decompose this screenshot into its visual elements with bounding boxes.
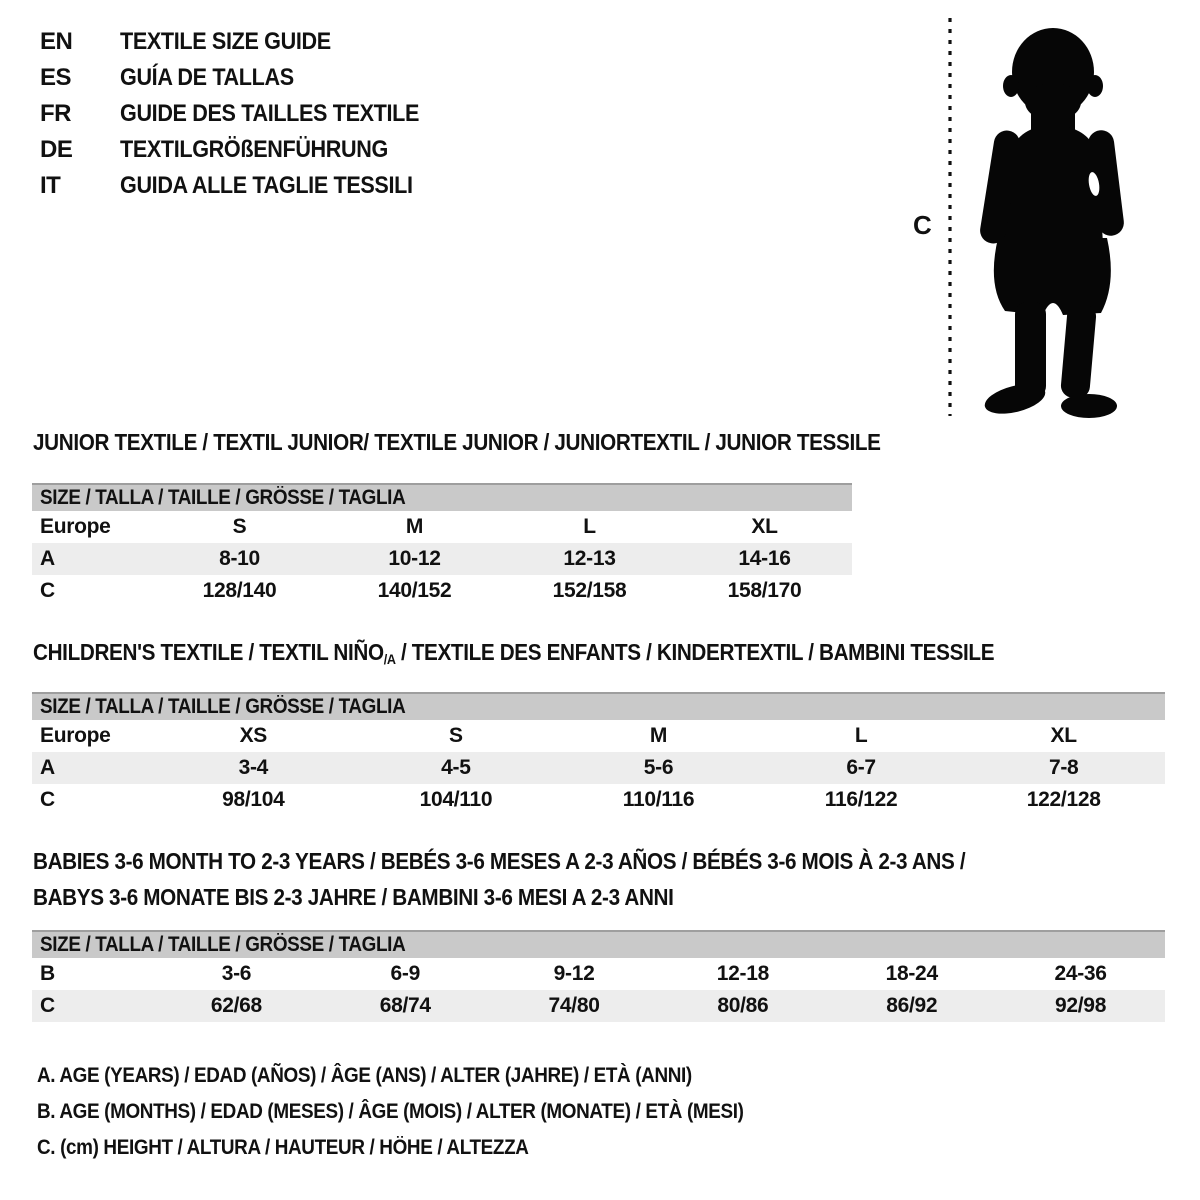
table-cell: 122/128 (1026, 788, 1101, 811)
table-cell: 14-16 (738, 547, 791, 570)
table-cell: 104/110 (419, 788, 493, 811)
size-header-bar (32, 483, 852, 511)
height-dashed-line (947, 16, 953, 418)
size-header-label: SIZE / TALLA / TAILLE / GRÖSSE / TAGLIA (40, 695, 406, 718)
language-row-es (40, 60, 452, 96)
language-row-de (40, 132, 452, 168)
language-title-list (40, 24, 452, 204)
table-row-height-cm (32, 575, 852, 607)
table-cell: 80/86 (717, 994, 769, 1017)
table-cell: 12-18 (716, 962, 769, 985)
language-code: IT (40, 172, 61, 199)
language-row-it (40, 168, 452, 204)
toddler-silhouette-icon (965, 22, 1143, 422)
table-cell: 5-6 (643, 756, 674, 779)
table-cell: 128/140 (202, 579, 277, 602)
table-cell: 8-10 (219, 547, 260, 570)
table-row-height-cm (32, 784, 1165, 816)
table-cell: 9-12 (553, 962, 595, 985)
language-title: GUIDE DES TAILLES TEXTILE (120, 100, 420, 127)
table-cell: 74/80 (548, 994, 600, 1017)
table-cell: 92/98 (1055, 994, 1107, 1017)
table-cell: XL (751, 515, 778, 538)
language-row-en (40, 24, 452, 60)
size-header-label: SIZE / TALLA / TAILLE / GRÖSSE / TAGLIA (40, 933, 406, 956)
children-size-table (32, 692, 1165, 816)
table-cell: XS (239, 724, 267, 747)
table-cell: 18-24 (885, 962, 938, 985)
language-title: TEXTILGRÖßENFÜHRUNG (120, 136, 388, 163)
table-cell: XL (1050, 724, 1077, 747)
table-cell: L (583, 515, 596, 538)
height-measure-label: C (913, 210, 932, 240)
legend-footnotes (37, 1058, 822, 1166)
table-cell: 24-36 (1054, 962, 1107, 985)
size-header-bar (32, 692, 1165, 720)
row-label: Europe (40, 515, 111, 538)
footnote-b: B. AGE (MONTHS) / EDAD (MESES) / ÂGE (MOIS) / ALTER (MONATE) / ETÀ (MESI) (37, 1100, 744, 1123)
table-cell: 152/158 (552, 579, 627, 602)
row-label: C (40, 579, 55, 602)
babies-section-title (33, 843, 1069, 915)
children-table-rows (32, 720, 1165, 816)
language-code: EN (40, 28, 73, 55)
row-label: C (40, 788, 55, 811)
babies-title-line1: BABIES 3-6 MONTH TO 2-3 YEARS / BEBÉS 3-6 MESES A 2-3 AÑOS / BÉBÉS 3-6 MOIS À 2-3 ANS / (33, 848, 966, 874)
language-title: TEXTILE SIZE GUIDE (120, 28, 331, 55)
table-cell: 10-12 (388, 547, 441, 570)
footnote-c: C. (cm) HEIGHT / ALTURA / HAUTEUR / HÖHE / ALTEZZA (37, 1136, 529, 1159)
table-cell: L (854, 724, 868, 747)
table-cell: 3-6 (221, 962, 252, 985)
row-label: B (40, 962, 55, 985)
junior-table-rows (32, 511, 852, 607)
table-cell: 3-4 (238, 756, 269, 779)
row-label: A (40, 547, 55, 570)
babies-size-table (32, 930, 1165, 1022)
table-cell: S (449, 724, 463, 747)
language-title: GUIDA ALLE TAGLIE TESSILI (120, 172, 413, 199)
table-cell: 158/170 (727, 579, 802, 602)
table-cell: 12-13 (563, 547, 616, 570)
row-label: A (40, 756, 55, 779)
table-cell: M (405, 515, 424, 538)
babies-title-line2: BABYS 3-6 MONATE BIS 2-3 JAHRE / BAMBINI 3-6 MESI A 2-3 ANNI (33, 884, 674, 910)
language-code: FR (40, 100, 71, 127)
table-row-age-years (32, 752, 1165, 784)
table-row-height-cm (32, 990, 1165, 1022)
junior-section-title: JUNIOR TEXTILE / TEXTIL JUNIOR/ TEXTILE JUNIOR / JUNIORTEXTIL / JUNIOR TESSILE (33, 429, 881, 455)
table-row-age-months (32, 958, 1165, 990)
table-cell: 6-9 (390, 962, 420, 985)
size-header-label: SIZE / TALLA / TAILLE / GRÖSSE / TAGLIA (40, 486, 406, 509)
height-figure (905, 8, 1170, 433)
junior-size-table (32, 483, 852, 607)
nino-a-subscript: /A (383, 651, 396, 667)
row-label: C (40, 994, 55, 1017)
table-cell: S (232, 515, 247, 538)
babies-table-rows (32, 958, 1165, 1022)
language-title: GUÍA DE TALLAS (120, 64, 294, 91)
table-cell: M (649, 724, 668, 747)
table-cell: 116/122 (824, 788, 898, 811)
table-cell: 6-7 (846, 756, 876, 779)
table-cell: 4-5 (441, 756, 471, 779)
language-code: DE (40, 136, 73, 163)
language-row-fr (40, 96, 452, 132)
table-row-europe (32, 720, 1165, 752)
language-code: ES (40, 64, 72, 91)
table-row-europe (32, 511, 852, 543)
table-cell: 140/152 (377, 579, 452, 602)
row-label: Europe (40, 724, 111, 747)
table-cell: 98/104 (222, 788, 285, 811)
table-row-age-years (32, 543, 852, 575)
table-cell: 62/68 (210, 994, 262, 1017)
table-cell: 110/116 (622, 788, 695, 811)
footnote-a: A. AGE (YEARS) / EDAD (AÑOS) / ÂGE (ANS) / ALTER (JAHRE) / ETÀ (ANNI) (37, 1064, 692, 1087)
size-header-bar (32, 930, 1165, 958)
table-cell: 86/92 (886, 994, 938, 1017)
table-cell: 68/74 (379, 994, 431, 1017)
table-cell: 7-8 (1048, 756, 1079, 779)
children-section-title: CHILDREN'S TEXTILE / TEXTIL $NIÑO_{/A}$ / TEXTILE DES ENFANTS / KINDERTEXTIL / BAMBINI TESSILE (33, 639, 995, 667)
